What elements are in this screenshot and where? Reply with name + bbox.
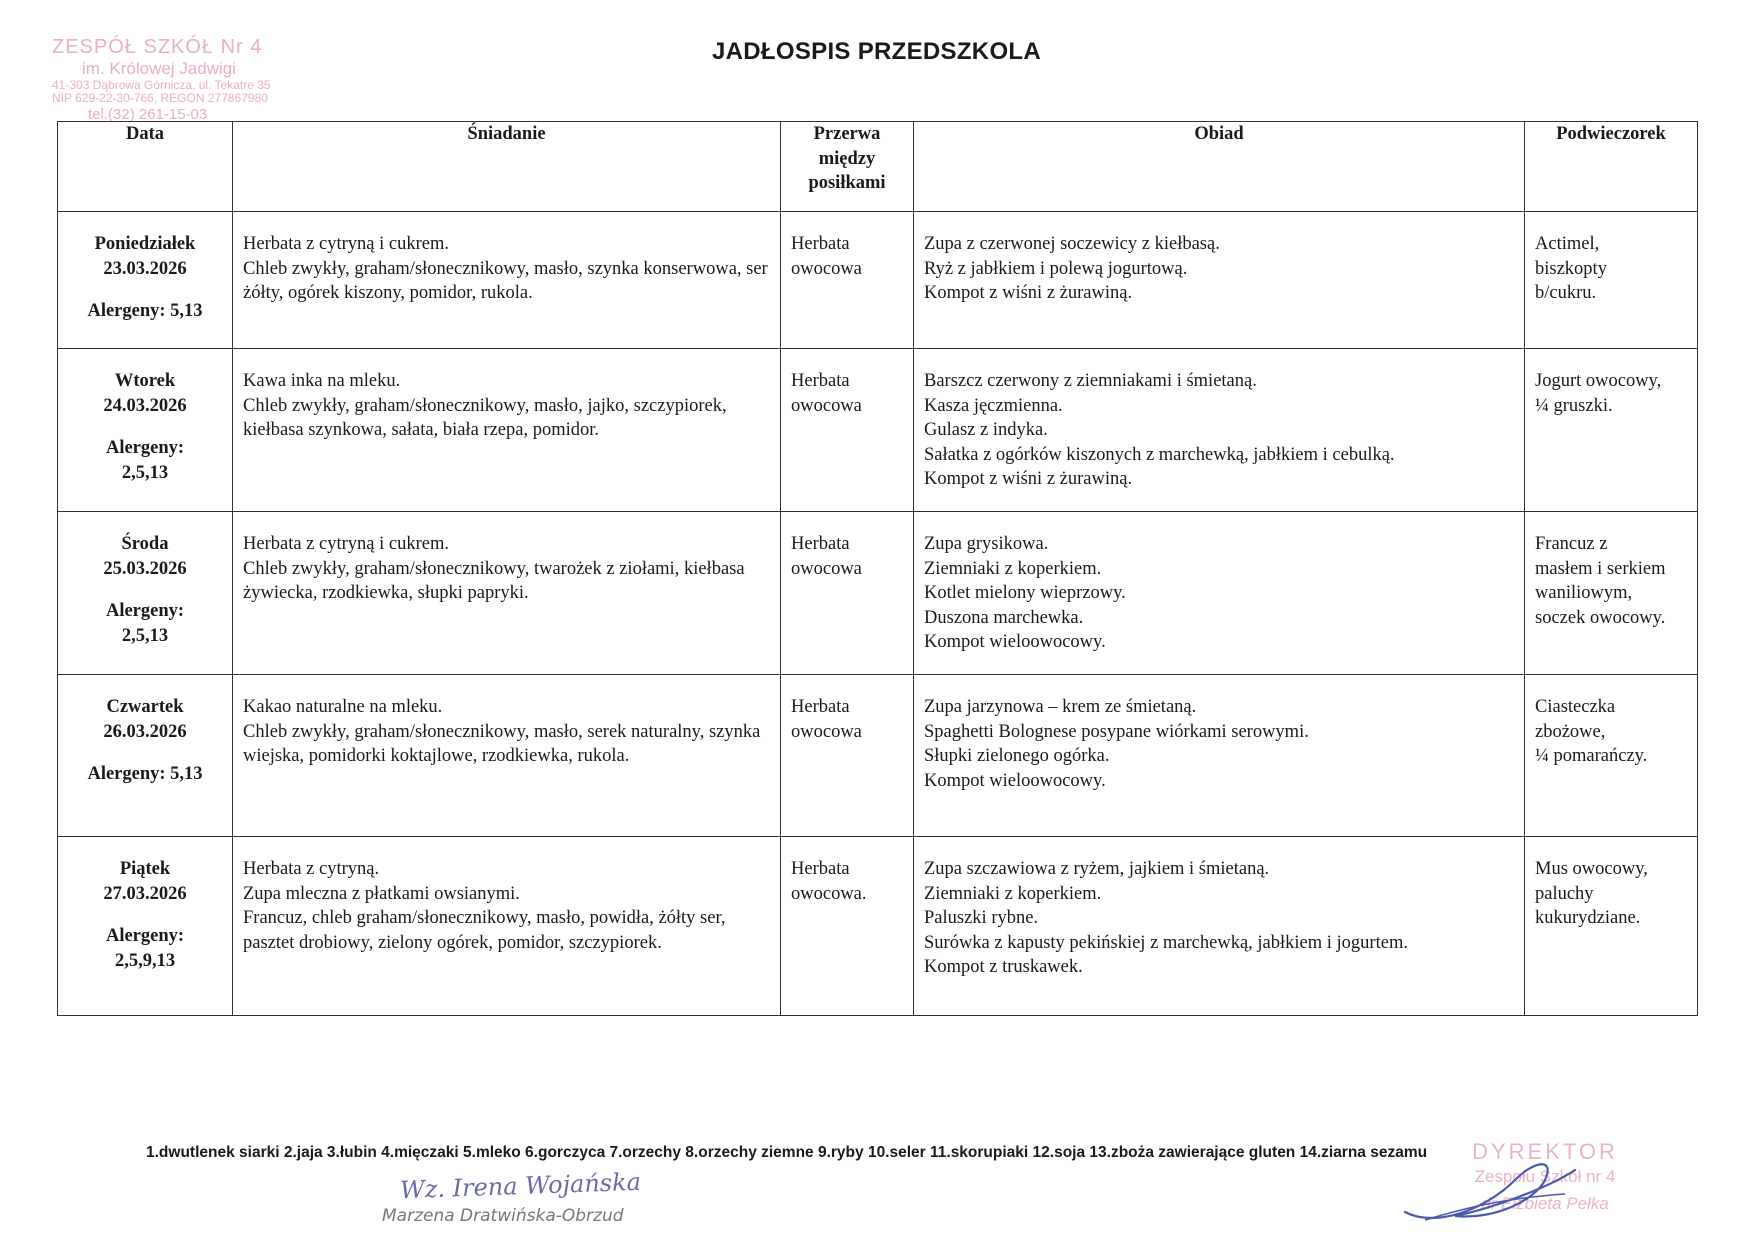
allergens xyxy=(68,924,222,973)
director-signature-scribble xyxy=(1395,1150,1585,1230)
header-przerwa-line: Przerwa xyxy=(813,124,881,144)
day-name: Wtorek xyxy=(114,371,176,391)
day-name: Poniedziałek xyxy=(94,234,196,254)
przerwa-cell xyxy=(781,837,914,1016)
podwieczorek-line: Ciasteczka xyxy=(1535,697,1616,717)
stamp-line-3: 41-303 Dąbrowa Górnicza, ul. Tekatre 35 xyxy=(52,77,271,92)
allergens-line: 2,5,13 xyxy=(121,462,169,483)
podwieczorek-line: Actimel, xyxy=(1535,234,1600,254)
sniadanie-line: Chleb zwykły, graham/słonecznikowy, twarożek z ziołami, kiełbasa żywiecka, rzodkiewka, słupki papryki. xyxy=(243,558,745,604)
podwieczorek-cell xyxy=(1525,837,1698,1016)
allergens xyxy=(68,762,222,787)
stamp-line-4: NIP 629-22-30-766, REGON 277867980 xyxy=(52,91,268,106)
sniadanie-line: Chleb zwykły, graham/słonecznikowy, masło, serek naturalny, szynka wiejska, pomidorki koktajlowe, rzodkiewka, rukola. xyxy=(243,721,761,767)
sniadanie-cell xyxy=(233,512,781,675)
obiad-line: Kompot wieloowocowy. xyxy=(924,770,1106,791)
menu-row xyxy=(58,212,1698,349)
sniadanie-cell xyxy=(233,349,781,512)
header-przerwa xyxy=(781,122,914,212)
podwieczorek-line: soczek owocowy. xyxy=(1535,607,1666,628)
przerwa-line: Herbata xyxy=(791,859,850,879)
obiad-cell xyxy=(914,512,1525,675)
sniadanie-cell xyxy=(233,212,781,349)
allergens-line: Alergeny: 5,13 xyxy=(87,301,203,322)
obiad-cell xyxy=(914,837,1525,1016)
handwritten-signature: Wz. Irena Wojańska xyxy=(399,1167,642,1205)
podwieczorek-line: ¼ pomarańczy. xyxy=(1535,746,1648,767)
obiad-cell xyxy=(914,212,1525,349)
przerwa-line: Herbata xyxy=(791,371,850,391)
przerwa-line: Herbata xyxy=(791,534,850,554)
obiad-line: Zupa z czerwonej soczewicy z kiełbasą. xyxy=(924,234,1220,254)
allergens xyxy=(68,299,222,324)
day-name: Środa xyxy=(121,534,169,554)
sniadanie-line: Herbata z cytryną. xyxy=(243,859,380,879)
stamp-line-5: tel.(32) 261-15-03 xyxy=(88,106,208,124)
stamp-line-2: im. Królowej Jadwigi xyxy=(82,59,236,78)
obiad-line: Kompot z truskawek. xyxy=(924,957,1083,978)
allergens xyxy=(68,599,222,648)
sniadanie-line: Herbata z cytryną i cukrem. xyxy=(243,534,449,554)
day-name: Piątek xyxy=(119,859,171,879)
day-cell xyxy=(58,512,233,675)
day-cell xyxy=(58,212,233,349)
signature-name: Marzena Dratwińska-Obrzud xyxy=(382,1206,624,1226)
day-date: 26.03.2026 xyxy=(103,721,187,742)
obiad-line: Ziemniaki z koperkiem. xyxy=(924,883,1102,904)
day-date: 24.03.2026 xyxy=(103,395,187,416)
allergens-line: 2,5,9,13 xyxy=(114,950,176,971)
przerwa-line: owocowa. xyxy=(791,883,867,904)
obiad-line: Barszcz czerwony z ziemniakami i śmietaną. xyxy=(924,371,1257,391)
podwieczorek-cell xyxy=(1525,675,1698,837)
allergens-line: Alergeny: xyxy=(105,438,185,459)
header-podwieczorek: Podwieczorek xyxy=(1525,122,1698,212)
podwieczorek-line: Francuz z xyxy=(1535,534,1608,554)
podwieczorek-line: Mus owocowy, xyxy=(1535,859,1648,879)
sniadanie-line: Zupa mleczna z płatkami owsianymi. xyxy=(243,883,520,904)
podwieczorek-line: Jogurt owocowy, xyxy=(1535,371,1662,391)
przerwa-line: owocowa xyxy=(791,258,862,279)
sniadanie-line: Kawa inka na mleku. xyxy=(243,371,401,391)
sniadanie-line: Francuz, chleb graham/słonecznikowy, masło, powidła, żółty ser, pasztet drobiowy, zielony ogórek, pomidor, szczypiorek. xyxy=(243,908,726,953)
allergens xyxy=(68,436,222,485)
director-stamp-title: DYREKTOR xyxy=(1472,1139,1618,1164)
allergen-legend: 1.dwutlenek siarki 2.jaja 3.łubin 4.mięczaki 5.mleko 6.gorczyca 7.orzechy 8.orzechy ziemne 9.ryby 10.seler 11.skorupiaki 12.soja 13.zboża zawierające gluten 14.ziarna sezamu xyxy=(146,1144,1428,1161)
obiad-line: Zupa szczawiowa z ryżem, jajkiem i śmietaną. xyxy=(924,859,1270,879)
przerwa-line: owocowa xyxy=(791,721,862,742)
przerwa-line: Herbata xyxy=(791,234,850,254)
sniadanie-line: Kakao naturalne na mleku. xyxy=(243,697,443,717)
header-sniadanie: Śniadanie xyxy=(233,122,781,212)
menu-row xyxy=(58,349,1698,512)
podwieczorek-cell xyxy=(1525,349,1698,512)
header-obiad: Obiad xyxy=(914,122,1525,212)
podwieczorek-line: waniliowym, xyxy=(1535,583,1633,604)
obiad-line: Kasza jęczmienna. xyxy=(924,395,1063,416)
sniadanie-line: Herbata z cytryną i cukrem. xyxy=(243,234,449,254)
obiad-line: Kotlet mielony wieprzowy. xyxy=(924,583,1126,604)
podwieczorek-cell xyxy=(1525,512,1698,675)
stamp-line-1: ZESPÓŁ SZKÓŁ Nr 4 xyxy=(52,36,263,58)
obiad-line: Kompot z wiśni z żurawiną. xyxy=(924,283,1133,304)
day-date: 23.03.2026 xyxy=(103,258,187,279)
przerwa-line: Herbata xyxy=(791,697,850,717)
obiad-line: Duszona marchewka. xyxy=(924,607,1084,628)
przerwa-cell xyxy=(781,512,914,675)
header-przerwa-line: posiłkami xyxy=(808,173,886,194)
menu-row xyxy=(58,512,1698,675)
day-cell xyxy=(58,837,233,1016)
day-date: 25.03.2026 xyxy=(103,558,187,579)
day-cell xyxy=(58,675,233,837)
day-cell xyxy=(58,349,233,512)
menu-body xyxy=(58,212,1698,1016)
obiad-line: Słupki zielonego ogórka. xyxy=(924,746,1110,767)
obiad-cell xyxy=(914,675,1525,837)
header-row xyxy=(58,122,1698,212)
obiad-line: Zupa jarzynowa – krem ze śmietaną. xyxy=(924,697,1197,717)
sniadanie-cell xyxy=(233,837,781,1016)
podwieczorek-line: paluchy xyxy=(1535,883,1594,904)
obiad-line: Spaghetti Bolognese posypane wiórkami serowymi. xyxy=(924,721,1309,742)
przerwa-cell xyxy=(781,212,914,349)
przerwa-line: owocowa xyxy=(791,395,862,416)
obiad-line: Ryż z jabłkiem i polewą jogurtową. xyxy=(924,258,1188,279)
podwieczorek-line: biszkopty xyxy=(1535,258,1607,279)
sniadanie-cell xyxy=(233,675,781,837)
przerwa-cell xyxy=(781,675,914,837)
director-stamp-school: Zespołu Szkół nr 4 xyxy=(1474,1166,1616,1186)
allergens-line: 2,5,13 xyxy=(121,625,169,646)
sniadanie-line: Chleb zwykły, graham/słonecznikowy, masło, szynka konserwowa, ser żółty, ogórek kiszony, pomidor, rukola. xyxy=(243,258,768,304)
podwieczorek-line: zbożowe, xyxy=(1535,721,1606,742)
day-date: 27.03.2026 xyxy=(103,883,187,904)
obiad-line: Kompot z wiśni z żurawiną. xyxy=(924,469,1133,490)
podwieczorek-line: masłem i serkiem xyxy=(1535,558,1666,579)
allergens-line: Alergeny: 5,13 xyxy=(87,764,203,785)
header-data: Data xyxy=(58,122,233,212)
page-title: JADŁOSPIS PRZEDSZKOLA xyxy=(712,38,1041,65)
podwieczorek-cell xyxy=(1525,212,1698,349)
podwieczorek-line: kukurydziane. xyxy=(1535,908,1641,929)
obiad-line: Surówka z kapusty pekińskiej z marchewką, jabłkiem i jogurtem. xyxy=(924,932,1408,953)
podwieczorek-line: ¼ gruszki. xyxy=(1535,395,1613,416)
menu-row xyxy=(58,837,1698,1016)
day-name: Czwartek xyxy=(106,697,184,717)
przerwa-line: owocowa xyxy=(791,558,862,579)
obiad-line: Zupa grysikowa. xyxy=(924,534,1049,554)
allergens-line: Alergeny: xyxy=(105,926,185,947)
obiad-line: Paluszki rybne. xyxy=(924,908,1039,929)
obiad-line: Gulasz z indyka. xyxy=(924,420,1048,441)
podwieczorek-line: b/cukru. xyxy=(1535,283,1597,304)
director-stamp-name: dr Elżbieta Pełka xyxy=(1481,1193,1609,1213)
przerwa-cell xyxy=(781,349,914,512)
sniadanie-line: Chleb zwykły, graham/słonecznikowy, masło, jajko, szczypiorek, kiełbasa szynkowa, sałata, biała rzepa, pomidor. xyxy=(243,395,727,441)
obiad-cell xyxy=(914,349,1525,512)
header-przerwa-line: między xyxy=(818,148,876,169)
menu-table xyxy=(57,121,1698,1016)
obiad-line: Kompot wieloowocowy. xyxy=(924,632,1106,653)
menu-row xyxy=(58,675,1698,837)
allergens-line: Alergeny: xyxy=(105,601,185,622)
obiad-line: Sałatka z ogórków kiszonych z marchewką, jabłkiem i cebulką. xyxy=(924,444,1395,465)
obiad-line: Ziemniaki z koperkiem. xyxy=(924,558,1102,579)
